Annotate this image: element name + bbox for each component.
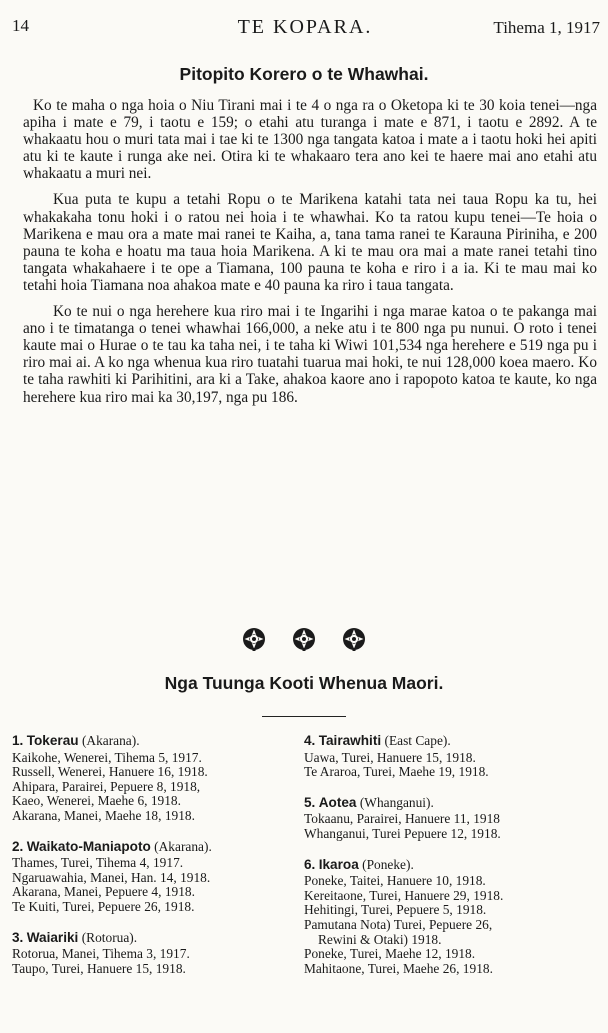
court-district (304, 796, 604, 842)
sitting-entry: Uawa, Turei, Hanuere 15, 1918. (304, 749, 476, 765)
sitting-entry: Tokaanu, Parairei, Hanuere 11, 1918 (304, 811, 501, 827)
sitting-entry: Akarana, Manei, Pepuere 4, 1918. (12, 884, 195, 900)
sitting-entry: Kaikohe, Wenerei, Tihema 5, 1917. (12, 749, 202, 765)
district-number: 6. (304, 856, 316, 872)
district-heading (12, 840, 302, 855)
district-heading (304, 734, 604, 749)
publication-title: TE KOPARA. (237, 16, 373, 38)
district-heading (304, 858, 604, 873)
district-number: 4. (304, 733, 316, 748)
sitting-entry: Akarana, Manei, Maehe 18, 1918. (12, 807, 195, 823)
sitting-entry: Taupo, Turei, Hanuere 15, 1918. (12, 960, 186, 976)
district-name: Tairawhiti (318, 733, 382, 748)
court-district (304, 858, 604, 977)
district-name: Aotea (318, 794, 357, 810)
courts-column-right (304, 734, 604, 992)
district-number: 1. (12, 733, 24, 748)
district-region: (Akarana). (154, 838, 212, 854)
sitting-entry: Ngaruawahia, Manei, Han. 14, 1918. (12, 869, 211, 885)
district-heading (12, 734, 302, 749)
article-body (23, 97, 597, 406)
courts-title: Nga Tuunga Kooti Whenua Maori. (164, 673, 444, 693)
district-region: (Whanganui). (359, 794, 434, 810)
sitting-entry: Rotorua, Manei, Tihema 3, 1917. (12, 946, 190, 962)
courts-column-left (12, 734, 302, 992)
district-name: Tokerau (26, 733, 79, 748)
district-number: 2. (12, 838, 24, 854)
article-paragraph: Ko te nui o nga herehere kua riro mai i te Ingarihi i nga marae katoa o te pakanga mai ano i te timatanga o tenei whawhai 166,000, a neke atu i te 800 nga pu nunui. O roto i tenei kaute mai o Hurae o te tau ka taha nei, i te taha ki Wiwi 101,534 nga herehere e 519 nga pu i riro mai ai. A ko nga whenua kua riro tuatahi tuarua mai hoki, te nui 128,000 koea maero. Ko te taha rawhiti ki Parihitini, ara ki a Take, ahakoa kaore ano i rapopoto katoa te kaute, ko nga herehere kua riro mai ka 30,197, nga pu 186. (23, 303, 597, 406)
article-paragraph: Kua puta te kupu a tetahi Ropu o te Marikena katahi tata nei taua Ropu ka tu, hei whakakaha tonu hoki i o ratou nei hoia i te whawhai. Ko ta ratou kupu tenei—Te hoia o Marikena e mau ora a mate mai ranei te Kaiha, a, tana tama ranei te Karauna Piriniha, e 200 pauna te koha e hoatu ma taua hoia Marikena. A ki te mau ora mai a mate ranei tetahi tino tangata whakahaere i te ope a Tiamana, 100 pauna te koha e riro i a ia. Ki te mau mai ko tetahi hoia Tiamana noa ahakoa mate e 40 pauna ka riro i taua tangata. (23, 191, 597, 294)
sitting-entry: Hehitingi, Turei, Pepuere 5, 1918. (304, 902, 487, 918)
sitting-entry: Kaeo, Wenerei, Maehe 6, 1918. (12, 793, 181, 809)
rosette-ornament-icon (341, 626, 367, 652)
district-region: (Rotorua). (81, 929, 138, 945)
rosette-ornament-icon (291, 626, 317, 652)
sitting-entry: Rewini & Otaki) 1918. (318, 931, 442, 947)
district-region: (Akarana). (81, 733, 140, 748)
sitting-entry: Whanganui, Turei Pepuere 12, 1918. (304, 825, 501, 841)
issue-date: Tihema 1, 1917 (493, 18, 600, 37)
sitting-entry: Russell, Wenerei, Hanuere 16, 1918. (12, 764, 208, 780)
district-region: (Poneke). (362, 856, 414, 872)
ornament-divider (0, 626, 608, 652)
sitting-entry: Ahipara, Parairei, Pepuere 8, 1918, (12, 778, 201, 794)
district-number: 3. (12, 929, 24, 945)
sitting-entry: Te Kuiti, Turei, Pepuere 26, 1918. (12, 898, 195, 914)
article-title: Pitopito Korero o te Whawhai. (179, 64, 429, 84)
rosette-ornament-icon (241, 626, 267, 652)
district-heading (12, 931, 302, 946)
sitting-entry: Pamutana Nota) Turei, Pepuere 26, (304, 916, 493, 932)
sitting-entry: Kereitaone, Turei, Hanuere 29, 1918. (304, 887, 504, 903)
court-district (12, 734, 302, 824)
district-name: Ikaroa (318, 856, 359, 872)
sitting-entry: Thames, Turei, Tihema 4, 1917. (12, 855, 184, 871)
sitting-entry: Te Araroa, Turei, Maehe 19, 1918. (304, 764, 489, 780)
court-district (12, 840, 302, 915)
district-name: Waiariki (26, 929, 79, 945)
divider-rule (262, 716, 346, 717)
sitting-entry: Mahitaone, Turei, Maehe 26, 1918. (304, 960, 493, 976)
district-number: 5. (304, 794, 316, 810)
district-name: Waikato-Maniapoto (26, 838, 151, 854)
district-heading (304, 796, 604, 811)
running-header (10, 10, 600, 40)
page-number: 14 (12, 16, 29, 35)
sitting-entry: Poneke, Turei, Maehe 12, 1918. (304, 946, 476, 962)
court-district (12, 931, 302, 977)
sitting-entry: Poneke, Taitei, Hanuere 10, 1918. (304, 873, 486, 889)
court-district (304, 734, 604, 780)
article-paragraph: Ko te maha o nga hoia o Niu Tirani mai i te 4 o nga ra o Oketopa ki te 30 koia tenei—nga apiha i mate e 79, i taotu e 159; o etahi atu turanga i mate e 871, i taotu e 2892. A te whakaatu hou o muri tata mai i tae ki te 1300 nga tangata katoa i mate a i taotu hoki hei apiti atu ki te kaute i runga ake nei. Otira ki te whakaaro tera ano kei te haere mai ano etahi atu whakaatu a muri nei. (23, 97, 597, 183)
district-region: (East Cape). (384, 733, 451, 748)
